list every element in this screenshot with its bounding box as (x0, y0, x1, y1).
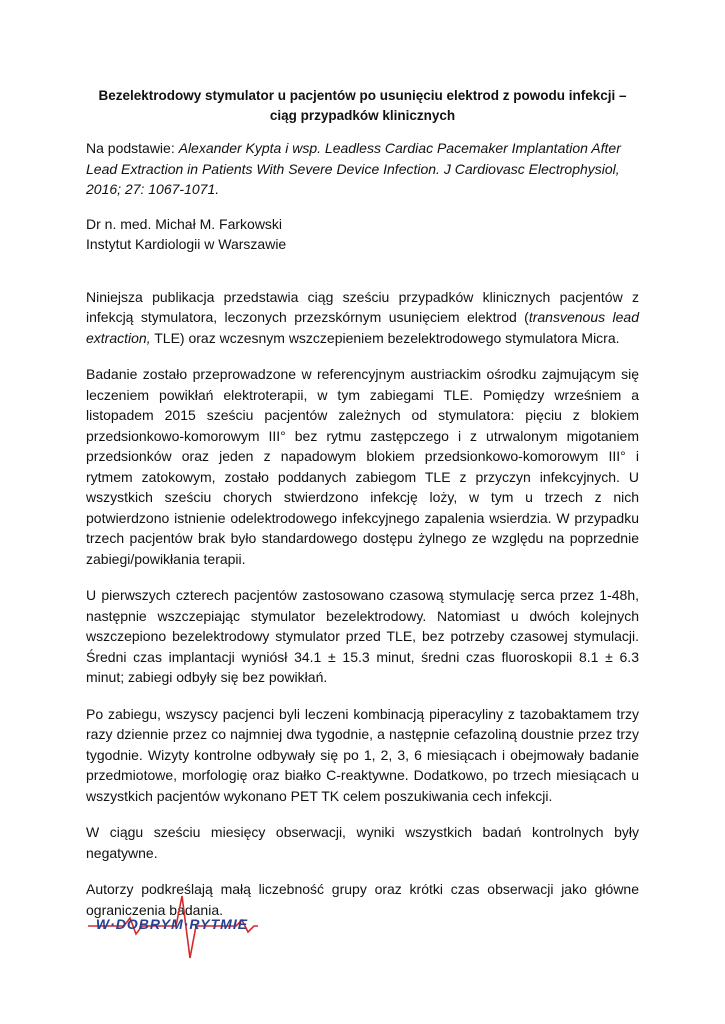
source-citation (86, 138, 639, 200)
title-line-2: ciąg przypadków klinicznych (269, 108, 456, 123)
author-name: Dr n. med. Michał M. Farkowski (86, 215, 283, 232)
paragraph-intro-part-b: TLE) oraz wczesnym wszczepieniem bezelektrodowego stymulatora Micra. (150, 329, 620, 346)
paragraph-treatment: Po zabiegu, wszyscy pacjenci byli leczeni kombinacją piperacyliny z tazobaktamem trzy razy dziennie przez co najmniej dwa tygodnie, a następnie cefazoliną doustnie przez trzy tygodnie. Wizyty kontrolne odbywały się po 1, 2, 3, 6 miesiącach i obejmowały badanie przedmiotowe, morfologię oraz białko C-reaktywne. Dodatkowo, po trzech miesiącach u wszystkich pacjentów wykonano PET TK celem poszukiwania cech infekcji. (86, 705, 639, 804)
document-content (86, 86, 639, 936)
paragraph-intro-part-a: Niniejsza publikacja przedstawia ciąg sześciu przypadków klinicznych pacjentów z infekcją stymulatora, leczonych przezskórnym usunięciem elektrod ( (86, 288, 639, 325)
author-institution: Instytut Kardiologii w Warszawie (86, 236, 287, 252)
paragraph-methods: Badanie zostało przeprowadzone w referencyjnym austriackim ośrodku zajmującym się leczeniem powikłań elektroterapii, w tym zabiegami TLE. Pomiędzy wrześniem a listopadem 2015 sześciu pacjentów zależnych od stymulatora: pięciu z blokiem przedsionkowo-komorowym III° bez rytmu zastępczego i z utrwalonym migotaniem przedsionków oraz jeden z napadowym blokiem przedsionkowo-komorowym III° i rytmem zatokowym, zostało poddanych zabiegom TLE z przyczyn infekcyjnych. U wszystkich sześciu chorych stwierdzono infekcję loży, w tym u trzech z nich potwierdzono istnienie odelektrodowego infekcyjnego zapalenia wsierdzia. W przypadku trzech pacjentów brak było standardowego dostępu żylnego ze względu na poprzednie zabiegi/powikłania terapii. (86, 366, 639, 567)
w-dobrym-rytmie-logo (86, 888, 258, 964)
source-prefix: Na podstawie: (86, 140, 179, 156)
paragraph-results: W ciągu sześciu miesięcy obserwacji, wyniki wszystkich badań kontrolnych były negatywne. (86, 824, 639, 861)
author-block (86, 214, 639, 255)
paragraph-limitations: Autorzy podkreślają małą liczebność grupy oraz krótki czas obserwacji jako główne ograniczenia badania. (86, 881, 639, 918)
paragraph-intro-term: transvenous lead extraction, (86, 309, 639, 346)
paragraph-intro (86, 287, 639, 349)
logo-text: W·DOBRYM·RYTMIE (95, 916, 249, 932)
title-line-1: Bezelektrodowy stymulator u pacjentów po usunięciu elektrod z powodu infekcji – (98, 88, 627, 103)
paragraph-procedure: U pierwszych czterech pacjentów zastosowano czasową stymulację serca przez 1-48h, następnie wszczepiając stymulator bezelektrodowy. Natomiast u dwóch kolejnych wszczepiono bezelektrodowy stymulator przed TLE, bez potrzeby czasowej stymulacji. Średni czas implantacji wyniósł 34.1 ± 15.3 minut, średni czas fluoroskopii 8.1 ± 6.3 minut; zabiegi odbyły się bez powikłań. (86, 587, 639, 685)
document-title (86, 86, 639, 126)
source-reference: Alexander Kypta i wsp. Leadless Cardiac Pacemaker Implantation After Lead Extraction in Patients With Severe Device Infection. J Cardiovasc Electrophysiol, 2016; 27: 1067-1071. (86, 140, 621, 197)
